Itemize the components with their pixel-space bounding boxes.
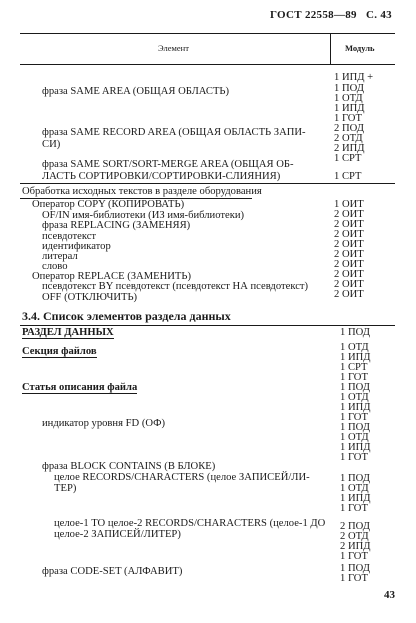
module-cell: 1 ИПД	[340, 402, 371, 413]
module-cell: 1 ГОТ	[334, 113, 362, 124]
table-row: фраза REPLACING (ЗАМЕНЯЯ)	[42, 220, 191, 231]
column-divider	[330, 34, 331, 64]
module-cell: 2 ОИТ	[334, 219, 364, 230]
module-cell: 2 ОИТ	[334, 249, 364, 260]
table-row: СИ)	[42, 139, 61, 150]
subsection-rule	[20, 183, 395, 184]
table-row: слово	[42, 261, 68, 272]
module-cell: 2 ОИТ	[334, 229, 364, 240]
module-cell: 2 ОИТ	[334, 259, 364, 270]
table-row: целое-1 TO целое-2 RECORDS/CHARACTERS (целое-1 ДО	[54, 518, 326, 529]
table-row: ЛАСТЬ СОРТИРОВКИ/СОРТИРОВКИ-СЛИЯНИЯ)	[42, 171, 281, 182]
module-cell: 2 ИПД	[334, 143, 365, 154]
table-top-rule	[20, 33, 395, 34]
table-row: ТЕР)	[54, 483, 77, 494]
module-cell: 1 СРТ	[334, 153, 362, 164]
module-cell: 2 ПОД	[340, 521, 370, 532]
module-cell: 2 ОИТ	[334, 209, 364, 220]
module-cell: 1 ИПД	[334, 103, 365, 114]
table-row: Оператор REPLACE (ЗАМЕНИТЬ)	[32, 271, 191, 282]
standard-number: ГОСТ 22558—89	[270, 9, 357, 21]
table-row: литерал	[42, 251, 78, 262]
table-row: псевдотекст	[42, 231, 97, 242]
table-row: фраза CODE-SET (АЛФАВИТ)	[42, 566, 183, 577]
module-cell: 2 ОИТ	[334, 269, 364, 280]
table-row: фраза BLOCK CONTAINS (В БЛОКЕ)	[42, 461, 216, 472]
module-cell: 2 ОИТ	[334, 279, 364, 290]
page-number: 43	[384, 589, 395, 601]
module-cell: 1 ИПД +	[334, 72, 374, 83]
module-cell: 1 ИПД	[340, 493, 371, 504]
table-row: Оператор COPY (КОПИРОВАТЬ)	[32, 199, 185, 210]
division-heading: РАЗДЕЛ ДАННЫХ	[22, 327, 114, 338]
module-cell: 2 ПОД	[334, 123, 364, 134]
module-cell: 1 ГОТ	[340, 551, 368, 562]
table-row: индикатор уровня FD (ОФ)	[42, 418, 166, 429]
module-cell: 1 ГОТ	[340, 372, 368, 383]
section-title: 3.4. Список элементов раздела данных	[22, 309, 231, 323]
module-cell: 1 ПОД	[340, 382, 370, 393]
table-header-rule	[20, 64, 395, 65]
table-row: OF/IN имя-библиотеки (ИЗ имя-библиотеки)	[42, 210, 245, 221]
section-rule	[20, 325, 395, 326]
module-cell: 1 СРТ	[334, 171, 362, 182]
module-cell: 1 СРТ	[340, 362, 368, 373]
module-cell: 1 ОТД	[340, 432, 369, 443]
table-row: целое RECORDS/CHARACTERS (целое ЗАПИСЕЙ/ЛИ-	[54, 472, 310, 483]
module-cell: 1 ПОД	[340, 327, 370, 338]
table-row: идентификатор	[42, 241, 111, 252]
module-cell: 1 ГОТ	[340, 452, 368, 463]
table-row: псевдотекст BY псевдотекст (псевдотекст НА псевдотекст)	[42, 281, 309, 292]
module-cell: 1 ГОТ	[340, 503, 368, 514]
module-cell: 1 ИПД	[340, 352, 371, 363]
module-cell: 1 ПОД	[340, 473, 370, 484]
module-cell: 1 ОИТ	[334, 199, 364, 210]
column-header-module: Модуль	[345, 43, 375, 53]
table-row: фраза SAME AREA (ОБЩАЯ ОБЛАСТЬ)	[42, 86, 230, 97]
module-cell: 2 ИПД	[340, 541, 371, 552]
entry-heading: Статья описания файла	[22, 382, 138, 393]
section-heading: Секция файлов	[22, 346, 97, 357]
module-cell: 1 ПОД	[334, 83, 364, 94]
page-ref: С. 43	[366, 9, 392, 21]
column-header-element: Элемент	[158, 43, 189, 53]
table-row: фраза SAME SORT/SORT-MERGE AREA (ОБЩАЯ ОБ-	[42, 159, 294, 170]
module-cell: 1 ПОД	[340, 422, 370, 433]
module-cell: 2 ОИТ	[334, 289, 364, 300]
module-cell: 1 ИПД	[340, 442, 371, 453]
table-row: фраза SAME RECORD AREA (ОБЩАЯ ОБЛАСТЬ ЗАПИ-	[42, 127, 306, 138]
table-row: OFF (ОТКЛЮЧИТЬ)	[42, 292, 138, 303]
module-cell: 1 ОТД	[334, 93, 363, 104]
table-row: целое-2 ЗАПИСЕЙ/ЛИТЕР)	[54, 529, 181, 540]
module-cell: 1 ОТД	[340, 342, 369, 353]
module-cell: 2 ОТД	[340, 531, 369, 542]
module-cell: 1 ОТД	[340, 392, 369, 403]
module-cell: 1 ГОТ	[340, 412, 368, 423]
module-cell: 1 ОТД	[340, 483, 369, 494]
module-cell: 1 ПОД	[340, 563, 370, 574]
module-cell: 2 ОИТ	[334, 239, 364, 250]
subsection-heading: Обработка исходных текстов в разделе оборудования	[22, 186, 262, 197]
module-cell: 2 ОТД	[334, 133, 363, 144]
module-cell: 1 ГОТ	[340, 573, 368, 584]
